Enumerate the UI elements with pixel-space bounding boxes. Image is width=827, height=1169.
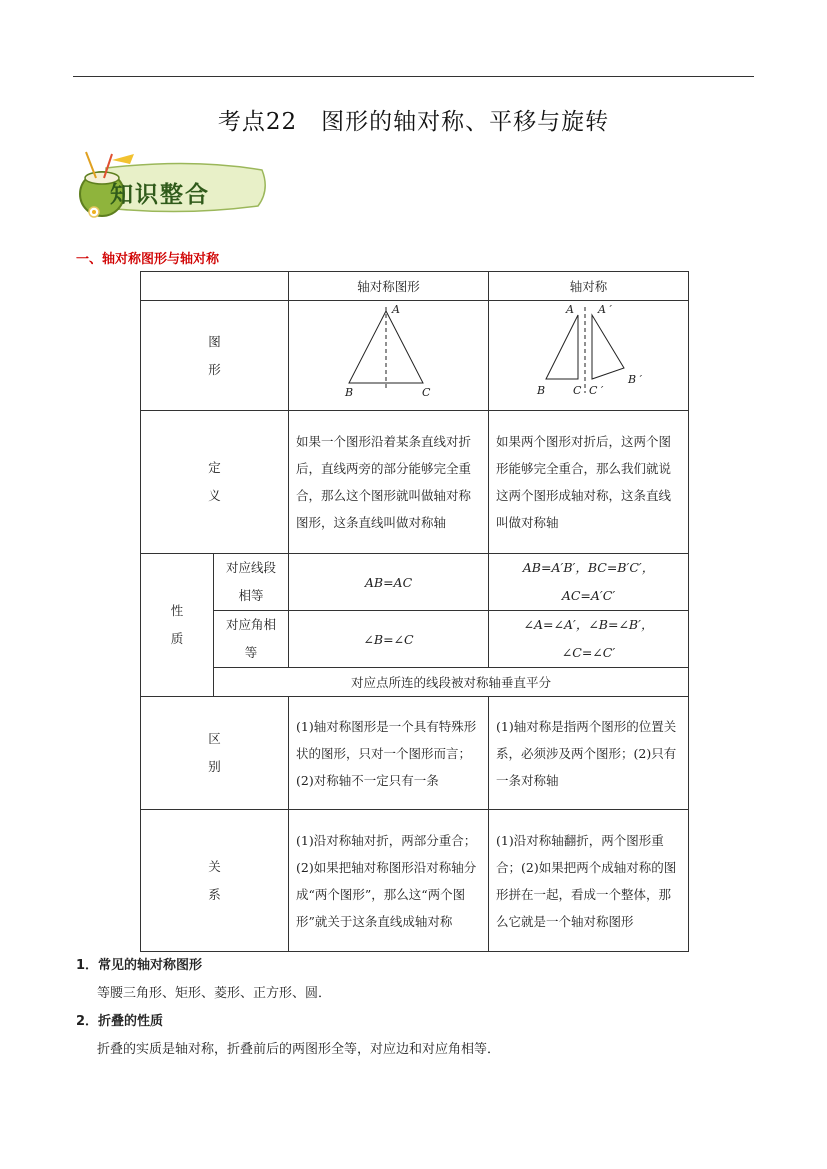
label-C: C xyxy=(573,384,582,397)
definition-col2: 如果两个图形对折后，这两个图形能够完全重合，那么我们就说这两个图形成轴对称，这条直线叫做对称轴 xyxy=(489,411,689,554)
property-common: 对应点所连的线段被对称轴垂直平分 xyxy=(214,668,689,697)
property-sub1-label: 对应线段 相等 xyxy=(214,554,289,611)
item2-body: 折叠的实质是轴对称，折叠前后的两图形全等，对应边和对应角相等． xyxy=(97,1042,501,1057)
definition-row-label: 定 义 xyxy=(141,411,289,554)
header-col2: 轴对称 xyxy=(489,272,689,301)
difference-col1: (1)轴对称图形是一个具有特殊形状的图形，只对一个图形而言；(2)对称轴不一定只有一条 xyxy=(289,697,489,810)
header-rule xyxy=(73,76,754,77)
table-corner-cell xyxy=(141,272,289,301)
property-sub1-col1: AB=AC xyxy=(289,554,489,611)
label-A-prime: A ′ xyxy=(598,303,612,316)
figure-row-label: 图 形 xyxy=(141,301,289,411)
difference-row-label: 区 别 xyxy=(141,697,289,810)
item1-body: 等腰三角形、矩形、菱形、正方形、圆． xyxy=(97,986,332,1001)
property-sub1-col2: AB=A′B′，BC=B′C′， AC=A′C′ xyxy=(489,554,689,611)
item2-heading: 2．折叠的性质 xyxy=(76,1014,164,1029)
label-B-prime: B ′ xyxy=(628,373,643,386)
axial-symmetry-figure-cell xyxy=(489,301,689,411)
symmetry-comparison-table xyxy=(140,271,689,952)
label-B: B xyxy=(345,386,354,399)
mirror-triangles-diagram xyxy=(489,301,689,407)
page-title: 考点22 图形的轴对称、平移与旋转 xyxy=(217,109,610,135)
relation-col2: (1)沿对称轴翻折，两个图形重合；(2)如果把两个成轴对称的图形拼在一起，看成一个整体，那么它就是一个轴对称图形 xyxy=(489,810,689,952)
header-col1: 轴对称图形 xyxy=(289,272,489,301)
property-sub2-col1: ∠B=∠C xyxy=(289,611,489,668)
symmetric-figure-cell xyxy=(289,301,489,411)
item1-heading: 1．常见的轴对称图形 xyxy=(76,958,203,973)
difference-col2: (1)轴对称是指两个图形的位置关系，必须涉及两个图形；(2)只有一条对称轴 xyxy=(489,697,689,810)
isosceles-triangle-diagram xyxy=(289,301,489,407)
label-A: A xyxy=(566,303,574,316)
label-A: A xyxy=(392,303,400,316)
relation-col1: (1)沿对称轴对折，两部分重合；(2)如果把轴对称图形沿对称轴分成“两个图形”，那么这“两个图形”就关于这条直线成轴对称 xyxy=(289,810,489,952)
label-C: C xyxy=(422,386,431,399)
property-sub2-label: 对应角相 等 xyxy=(214,611,289,668)
label-B: B xyxy=(537,384,546,397)
property-sub2-col2: ∠A=∠A′，∠B=∠B′， ∠C=∠C′ xyxy=(489,611,689,668)
banner-label: 知识整合 xyxy=(110,182,210,208)
property-row-label: 性 质 xyxy=(141,554,214,697)
definition-col1: 如果一个图形沿着某条直线对折后，直线两旁的部分能够完全重合，那么这个图形就叫做轴对称图形，这条直线叫做对称轴 xyxy=(289,411,489,554)
section-heading: 一、轴对称图形与轴对称 xyxy=(76,252,220,267)
relation-row-label: 关 系 xyxy=(141,810,289,952)
label-C-prime: C ′ xyxy=(589,384,604,397)
